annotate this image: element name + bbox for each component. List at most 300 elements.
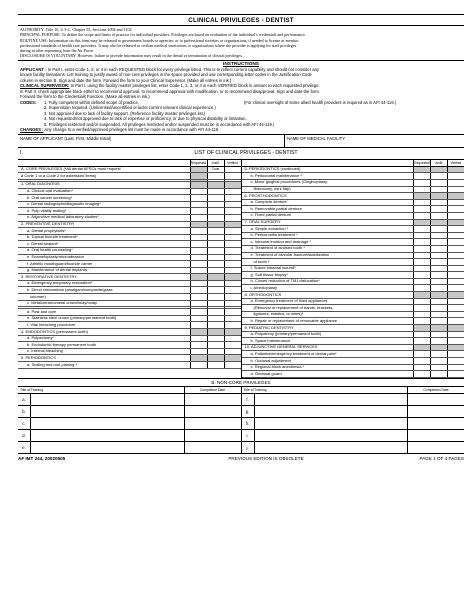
noncore-privileges-heading: B. NON-CORE PRIVILEGES — [18, 379, 464, 387]
privilege-label: 5. PERIODONTICS — [21, 355, 56, 360]
justification-code-box[interactable] — [430, 213, 447, 219]
justification-code-box[interactable] — [207, 322, 224, 328]
training-row — [242, 430, 465, 442]
requested-box[interactable] — [413, 285, 430, 291]
justification-code-box[interactable] — [430, 365, 447, 371]
verified-box[interactable] — [224, 316, 241, 322]
privilege-label: f. Vital bleaching procedure — [27, 322, 76, 327]
verified-box[interactable] — [224, 167, 241, 173]
requested-box[interactable] — [413, 239, 430, 245]
requested-box[interactable] — [413, 180, 430, 186]
justification-code-box[interactable] — [430, 299, 447, 305]
justification-code-box[interactable] — [430, 239, 447, 245]
requested-box[interactable] — [190, 301, 207, 307]
justification-code-box[interactable] — [430, 318, 447, 324]
justification-code-box[interactable] — [207, 349, 224, 355]
requested-box[interactable] — [413, 226, 430, 232]
requested-box[interactable] — [190, 241, 207, 247]
training-title-field[interactable] — [254, 430, 408, 441]
privilege-label: a. Scaling and root planing * — [27, 362, 78, 367]
privilege-row — [242, 358, 465, 365]
requested-box[interactable] — [413, 259, 430, 265]
justification-code-box[interactable] — [207, 294, 224, 300]
justification-code-box[interactable] — [207, 281, 224, 287]
verified-header: Verified — [447, 160, 464, 166]
privilege-row — [242, 246, 465, 253]
requested-box[interactable] — [413, 351, 430, 357]
justification-code-box[interactable] — [430, 206, 447, 212]
privilege-label: fiberotomy, mini-flap) — [253, 186, 291, 192]
verified-box[interactable] — [224, 307, 241, 308]
verified-box[interactable] — [224, 202, 241, 208]
justification-code-box[interactable] — [430, 180, 447, 186]
requested-box[interactable] — [413, 318, 430, 324]
privilege-label: b. Repair or replacement of removable appliance — [250, 318, 337, 323]
training-letter: j. — [246, 444, 249, 450]
verified-box[interactable] — [447, 338, 464, 344]
privilege-row — [18, 329, 241, 336]
requested-box[interactable] — [190, 235, 207, 241]
verified-box[interactable] — [224, 215, 241, 221]
justification-code-box[interactable] — [207, 301, 224, 307]
verified-box[interactable] — [224, 180, 241, 181]
form-page — [18, 14, 464, 592]
requested-box[interactable] — [190, 202, 207, 208]
privilege-label: d. Treatment of avulsed tooth * — [250, 245, 305, 251]
training-title-field[interactable] — [30, 442, 184, 453]
privilege-label: e. Stainless steel crown (primary/permanent tooth) — [27, 315, 117, 321]
justification-code-box[interactable] — [207, 248, 224, 254]
justification-code-box[interactable] — [207, 189, 224, 195]
requested-box[interactable] — [190, 316, 207, 322]
requested-box[interactable] — [190, 287, 207, 293]
justification-code-box[interactable] — [430, 358, 447, 364]
privilege-row — [18, 336, 241, 343]
verified-box[interactable] — [224, 235, 241, 241]
verified-box[interactable] — [224, 173, 241, 179]
requested-box[interactable] — [413, 200, 430, 206]
privilege-label: b. Occlusal adjustment — [250, 358, 291, 363]
code-1: 1. Fully competent within defined scope of practice. — [44, 99, 139, 105]
verified-box[interactable] — [447, 253, 464, 259]
verified-box[interactable] — [224, 287, 241, 293]
justification-code-box[interactable] — [207, 215, 224, 221]
verified-box — [447, 292, 464, 298]
verified-box[interactable] — [447, 200, 464, 206]
completion-date-field[interactable] — [407, 430, 464, 441]
training-title-field[interactable] — [30, 430, 184, 441]
verified-box[interactable] — [447, 259, 464, 265]
training-row — [18, 442, 241, 454]
privilege-label: 6. PROSTHODONTICS — [244, 193, 287, 198]
privilege-label: c. Intraoral incision and drainage * — [250, 239, 311, 244]
requested-box — [190, 355, 207, 361]
training-title-header: Title of Training — [243, 387, 267, 392]
justification-code-box[interactable] — [207, 173, 224, 179]
requested-box[interactable] — [190, 281, 207, 287]
verified-box — [224, 274, 241, 280]
justification-code-box[interactable] — [207, 362, 224, 368]
verified-box[interactable] — [224, 255, 241, 261]
verified-box[interactable] — [224, 195, 241, 201]
privilege-row — [242, 312, 465, 319]
requested-box[interactable] — [190, 349, 207, 355]
requested-box[interactable] — [413, 365, 430, 371]
privilege-label: e. Enameloplasty/microabrasion — [27, 254, 84, 259]
training-letter: f. — [246, 396, 249, 402]
verified-box[interactable] — [447, 365, 464, 371]
requested-box[interactable] — [190, 261, 207, 267]
requested-box[interactable] — [413, 332, 430, 338]
justification-code-box[interactable] — [430, 266, 447, 272]
privilege-row — [18, 241, 241, 248]
verified-box[interactable] — [224, 261, 241, 267]
training-title-field[interactable] — [254, 394, 408, 405]
verified-box[interactable] — [224, 349, 241, 355]
justification-code-header: Justif. Code — [207, 160, 224, 166]
applicant-label: APPLICANT : — [20, 66, 47, 72]
privilege-label: b. Topical fluoride treatment* — [27, 234, 78, 240]
justification-code-box[interactable] — [207, 316, 224, 322]
requested-box[interactable] — [190, 322, 207, 328]
requested-box[interactable] — [413, 305, 430, 311]
completion-date-field[interactable] — [184, 406, 241, 417]
justification-code-box[interactable] — [207, 208, 224, 214]
verified-box[interactable] — [447, 246, 464, 252]
training-title-header: Title of Training — [20, 387, 44, 392]
verified-box[interactable] — [447, 266, 464, 272]
justification-code-box[interactable] — [430, 351, 447, 357]
verified-box[interactable] — [224, 241, 241, 247]
justification-code-box[interactable] — [207, 261, 224, 267]
justification-code-box[interactable] — [430, 285, 447, 291]
requested-box[interactable] — [413, 253, 430, 259]
justification-code-box[interactable] — [207, 241, 224, 247]
training-title-field[interactable] — [254, 442, 408, 453]
privilege-label: c. Metal/ceramometal crown/inlay/onlay — [27, 300, 98, 306]
verified-box — [447, 345, 464, 351]
privilege-label: 3. RESTORATIVE DENTISTRY — [21, 274, 78, 279]
privilege-row — [242, 279, 465, 286]
privilege-row — [242, 213, 465, 220]
requested-header: Requested — [414, 160, 430, 165]
privilege-row — [242, 239, 465, 246]
requested-box[interactable] — [413, 246, 430, 252]
privilege-row — [18, 182, 241, 189]
requested-box[interactable] — [190, 362, 207, 368]
justification-code-box[interactable] — [430, 259, 447, 265]
training-title-field[interactable] — [254, 406, 408, 417]
verified-box — [224, 182, 241, 188]
completion-date-field[interactable] — [407, 418, 464, 429]
requested-box[interactable] — [413, 312, 430, 318]
training-title-field[interactable] — [30, 394, 184, 405]
verified-box[interactable] — [447, 285, 464, 291]
justification-code-box[interactable] — [207, 307, 224, 308]
verified-box[interactable] — [447, 187, 464, 193]
verified-box[interactable] — [447, 279, 464, 285]
privilege-label: 1. ORAL DIAGNOSIS — [21, 181, 60, 187]
requested-box — [413, 325, 430, 331]
justification-code-box[interactable] — [207, 309, 224, 315]
privilege-row — [242, 365, 465, 372]
privilege-row — [18, 222, 241, 229]
justification-code-box[interactable] — [207, 336, 224, 342]
requested-box[interactable] — [190, 336, 207, 342]
justification-code-box[interactable] — [207, 235, 224, 241]
justification-code-box[interactable] — [207, 195, 224, 201]
form-id: AF IMT 244, 20020505 — [18, 455, 66, 461]
verified-box[interactable] — [447, 206, 464, 212]
completion-date-field[interactable] — [407, 394, 464, 405]
privilege-label: c. Minor gingival procedures (Gingivoplasty, — [250, 179, 328, 185]
training-row — [18, 430, 241, 442]
requested-box — [190, 329, 207, 335]
justification-code-box — [207, 182, 224, 188]
justification-code-box[interactable] — [207, 167, 224, 173]
privilege-label: a. Simple extraction * — [250, 226, 289, 231]
verified-box[interactable] — [224, 248, 241, 254]
completion-date-header: Completion Date — [407, 387, 464, 393]
privilege-label: d. Pulp vitality testing* — [27, 208, 67, 213]
training-title-field[interactable] — [30, 406, 184, 417]
supervisor-text: Forward the form to the Credentials Function. (Make all entries in ink.) — [20, 94, 150, 100]
requested-box[interactable] — [190, 307, 207, 308]
verified-box[interactable] — [224, 268, 241, 274]
training-letter: h. — [245, 420, 250, 426]
privilege-row — [242, 167, 465, 174]
requested-box[interactable] — [413, 266, 430, 272]
justification-code-box — [207, 355, 224, 361]
justification-code-box[interactable] — [430, 246, 447, 252]
column-headers — [242, 160, 465, 167]
verified-box[interactable] — [224, 309, 241, 315]
justification-code-box[interactable] — [430, 371, 447, 377]
privilege-row — [18, 355, 241, 362]
justification-code-box[interactable] — [430, 253, 447, 259]
justification-code-box[interactable] — [430, 338, 447, 344]
privilege-row — [18, 202, 241, 209]
justification-code-box[interactable] — [430, 187, 447, 193]
verified-box[interactable] — [447, 239, 464, 245]
requested-box[interactable] — [190, 342, 207, 348]
training-letter: d. — [22, 432, 26, 438]
privilege-row — [242, 187, 465, 194]
requested-box[interactable] — [413, 371, 430, 377]
completion-date-field[interactable] — [184, 394, 241, 405]
requested-box[interactable] — [190, 208, 207, 214]
privilege-row — [18, 189, 241, 196]
training-left-column — [18, 387, 242, 454]
justification-code-box[interactable] — [430, 312, 447, 318]
privilege-label: of tooth * — [253, 259, 270, 264]
privilege-label: ligatures, elastics, or wires)* — [253, 311, 304, 317]
verified-box — [224, 222, 241, 228]
verified-box[interactable] — [447, 272, 464, 278]
justification-code-box[interactable] — [430, 200, 447, 206]
authority-line: AUTHORITY: Title 10, U.S.C. Chapter 55, Sections 1094 and 1102. — [20, 27, 133, 32]
verified-box[interactable] — [447, 332, 464, 338]
verified-box[interactable] — [447, 318, 464, 324]
requested-box — [413, 345, 430, 351]
verified-box[interactable] — [447, 173, 464, 179]
training-right-column — [242, 387, 465, 454]
changes-label: CHANGES : — [20, 127, 44, 133]
justification-code-box[interactable] — [207, 342, 224, 348]
verified-box[interactable] — [224, 281, 241, 287]
requested-box[interactable] — [413, 272, 430, 278]
privilege-row — [18, 274, 241, 281]
privilege-row — [18, 195, 241, 202]
privilege-label: d. Occlusal guard — [250, 371, 282, 376]
verified-box[interactable] — [447, 233, 464, 239]
training-letter: a. — [22, 396, 26, 402]
privileges-right-column — [242, 160, 465, 378]
justification-code-box[interactable] — [207, 287, 224, 293]
verified-box[interactable] — [447, 299, 464, 305]
privilege-label: d. Oral health counseling* — [27, 247, 73, 253]
requested-box[interactable] — [413, 187, 430, 193]
privilege-row — [18, 309, 241, 316]
justification-code-box[interactable] — [430, 332, 447, 338]
requested-box[interactable] — [413, 338, 430, 344]
edition-notice: PREVIOUS EDITION IS OBSOLETE — [228, 455, 304, 461]
requested-box[interactable] — [190, 167, 207, 173]
requested-box[interactable] — [190, 248, 207, 254]
applicant-name-field[interactable] — [18, 135, 285, 147]
requested-box[interactable] — [413, 233, 430, 239]
requested-box[interactable] — [413, 279, 430, 285]
privilege-label: 4. ENDODONTICS (permanent tooth) — [21, 329, 88, 334]
training-title-field[interactable] — [254, 418, 408, 429]
justification-code-box[interactable] — [430, 226, 447, 232]
verified-header: Verified — [224, 160, 241, 166]
privilege-row — [242, 193, 465, 200]
completion-date-field[interactable] — [407, 406, 464, 417]
privilege-label: 5. PERIODONTICS (continued) — [244, 166, 301, 172]
training-title-field[interactable] — [30, 418, 184, 429]
applicant-text: In Part I, enter Code 1, 2, or 4 in each REQUESTED block for every privilege listed. This is to reflect current capability and should not consider any — [46, 66, 320, 72]
requested-box[interactable] — [413, 213, 430, 219]
privilege-row — [18, 342, 241, 349]
verified-box[interactable] — [224, 342, 241, 348]
completion-date-field[interactable] — [184, 430, 241, 441]
requested-box[interactable] — [190, 215, 207, 221]
justification-code-box[interactable] — [207, 202, 224, 208]
privilege-label: i. Alveoloplasty — [250, 285, 277, 290]
privilege-row — [18, 167, 241, 174]
training-letter: i. — [246, 432, 249, 438]
verified-box[interactable] — [447, 180, 464, 186]
privilege-label: c. Regional block anesthesia * — [250, 364, 305, 370]
justification-code-box[interactable] — [207, 180, 224, 181]
privilege-row — [242, 285, 465, 292]
requested-box[interactable] — [190, 228, 207, 234]
requested-box[interactable] — [190, 309, 207, 315]
privilege-label: 8. ORTHODONTICS — [244, 292, 282, 297]
verified-box[interactable] — [224, 336, 241, 342]
verified-box[interactable] — [224, 322, 241, 328]
privilege-row — [242, 272, 465, 279]
privilege-label: b. Pericoronitis treatment * — [250, 232, 298, 238]
privilege-label: A. CORE PRIVILEGES (*All dental AFSCs must request — [21, 166, 121, 172]
form-footer — [18, 456, 464, 461]
justification-code-box[interactable] — [207, 255, 224, 261]
verified-box — [447, 220, 464, 226]
verified-box[interactable] — [224, 208, 241, 214]
requested-box[interactable] — [413, 358, 430, 364]
page-number: PAGE 1 OF 4 PAGES — [419, 455, 464, 461]
requested-box[interactable] — [190, 180, 207, 181]
privilege-row — [242, 299, 465, 306]
verified-box[interactable] — [224, 362, 241, 368]
supervisor-label: CLINICAL SUPERVISOR: — [20, 83, 70, 89]
privilege-row — [18, 268, 241, 275]
justification-code-box[interactable] — [430, 272, 447, 278]
verified-box[interactable] — [447, 312, 464, 318]
requested-box[interactable] — [190, 195, 207, 201]
verified-box — [224, 355, 241, 361]
requested-box[interactable] — [190, 294, 207, 300]
justification-code-box[interactable] — [430, 305, 447, 311]
privilege-label: 9. PEDIATRIC DENTISTRY — [244, 325, 294, 330]
privilege-row — [242, 371, 465, 378]
privilege-label: c. Internal bleaching — [27, 348, 63, 354]
requested-box[interactable] — [190, 255, 207, 261]
requested-box[interactable] — [190, 173, 207, 179]
privilege-label: c. Dental radiographs/diagnostic imaging* — [27, 201, 101, 207]
completion-date-field[interactable] — [184, 442, 241, 453]
privilege-label: c. Dental sealant* — [27, 241, 59, 246]
privileges-grid — [18, 160, 464, 379]
verified-box[interactable] — [224, 294, 241, 300]
verified-box[interactable] — [447, 226, 464, 232]
privilege-row — [242, 173, 465, 180]
requested-box[interactable] — [413, 173, 430, 179]
verified-box[interactable] — [447, 213, 464, 219]
verified-box[interactable] — [447, 371, 464, 377]
privilege-row — [18, 294, 241, 301]
verified-box[interactable] — [224, 189, 241, 195]
privilege-row — [18, 261, 241, 268]
requested-box[interactable] — [413, 299, 430, 305]
completion-date-field[interactable] — [407, 442, 464, 453]
justification-code-box[interactable] — [430, 279, 447, 285]
requested-box[interactable] — [190, 268, 207, 274]
verified-box — [447, 193, 464, 199]
privilege-label: b. Space maintenance — [250, 338, 291, 343]
instructions-heading: INSTRUCTIONS — [223, 61, 259, 67]
justification-code-box[interactable] — [430, 233, 447, 239]
verified-box[interactable] — [224, 301, 241, 307]
justification-code-box — [430, 325, 447, 331]
facility-name-field[interactable] — [285, 135, 347, 147]
training-row — [242, 418, 465, 430]
justification-code-box[interactable] — [430, 173, 447, 179]
applicant-name-label: NAME OF APPLICANT (Last, First, Middle Initial) — [20, 135, 112, 141]
justification-code-box[interactable] — [207, 268, 224, 274]
verified-box[interactable] — [447, 351, 464, 357]
justification-code-box[interactable] — [207, 228, 224, 234]
verified-box[interactable] — [447, 358, 464, 364]
disclosure-line: DISCLOSURE IS VOLUNTARY: However, failure to provide information may result in the denial or termination of clinical privileges. — [20, 53, 243, 59]
verified-box[interactable] — [224, 228, 241, 234]
privilege-row — [18, 322, 241, 329]
completion-date-field[interactable] — [184, 418, 241, 429]
requested-box[interactable] — [190, 189, 207, 195]
requested-box[interactable] — [413, 206, 430, 212]
verified-box[interactable] — [447, 305, 464, 311]
